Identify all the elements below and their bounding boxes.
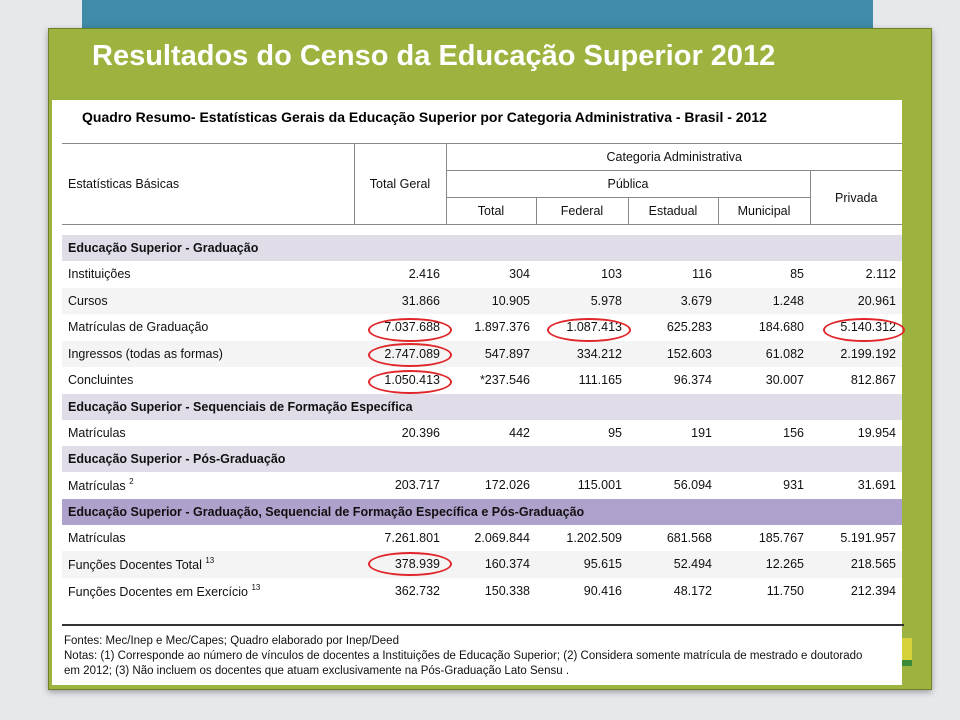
table-cell: 1.202.509 (566, 530, 622, 545)
table-cell: 85 (790, 267, 804, 282)
table-cell: 218.565 (810, 551, 902, 578)
table-notes (64, 634, 904, 679)
table-cell: 172.026 (484, 478, 530, 493)
table-row (62, 288, 902, 315)
highlight-circle (368, 552, 452, 576)
table-cell: 48.172 (673, 583, 712, 598)
table-cell: 334.212 (536, 341, 628, 368)
table-title: Quadro Resumo- Estatísticas Gerais da Educação Superior por Categoria Administrativa - Brasil - 2012 (82, 109, 767, 125)
header-sub-total: Total (446, 198, 536, 225)
table-cell: 10.905 (446, 288, 536, 315)
table-cell: 20.961 (810, 288, 902, 315)
highlight-circle (547, 318, 631, 342)
table-row (62, 314, 902, 341)
table-cell: 184.680 (758, 320, 804, 335)
table-cell: 31.866 (354, 288, 446, 315)
notes-line-3: em 2012; (3) Não incluem os docentes que atuam exclusivamente na Pós-Graduação Lato Sensu . (64, 665, 570, 677)
row-label-text: Matrículas (68, 530, 126, 545)
table-cell: 2.747.089 (354, 341, 446, 368)
table-cell: 378.939 (354, 551, 446, 578)
table-row (62, 525, 902, 552)
row-label (62, 314, 354, 341)
table-row (62, 472, 902, 499)
table-cell: 7.261.801 (384, 530, 440, 545)
notes-line-2: Notas: (1) Corresponde ao número de vínculos de docentes a Instituições de Educação Superior; (2) Considera somente matrícula de mestrado e doutorado (64, 650, 863, 662)
row-label (62, 525, 354, 552)
row-label (62, 420, 354, 447)
header-sub-municipal: Municipal (718, 198, 810, 225)
row-label-text: Concluintes (68, 373, 134, 388)
table-cell: 1.087.413 (566, 320, 622, 335)
table-cell: 160.374 (446, 551, 536, 578)
header-sub-federal: Federal (536, 198, 628, 225)
row-label-text: Matrículas de Graduação (68, 320, 209, 335)
notes-divider (62, 624, 904, 626)
table-cell: 304 (509, 267, 530, 282)
table-cell: 362.732 (394, 583, 440, 598)
table-cell: 52.494 (628, 551, 718, 578)
table-cell: 19.954 (857, 425, 896, 440)
header-total-geral: Total Geral (354, 144, 446, 225)
row-label-text: Funções Docentes Total (68, 558, 202, 573)
row-label (62, 367, 354, 394)
row-label-text: Cursos (68, 293, 108, 308)
footnote-ref: 2 (129, 477, 134, 487)
section-title: Educação Superior - Pós-Graduação (62, 446, 902, 472)
table-cell: 625.283 (666, 320, 712, 335)
table-cell: 5.978 (536, 288, 628, 315)
table-cell: 1.248 (718, 288, 810, 315)
table-cell: 61.082 (718, 341, 810, 368)
table-cell: 203.717 (394, 478, 440, 493)
table-cell: 7.037.688 (384, 320, 440, 335)
table-cell: 5.140.312 (840, 320, 896, 335)
row-label (62, 551, 354, 578)
slide-title: Resultados do Censo da Educação Superior 2012 (92, 40, 776, 72)
table-cell: 30.007 (765, 373, 804, 388)
table-cell: 185.767 (758, 530, 804, 545)
section-header (62, 499, 902, 525)
row-label-text: Matrículas (68, 479, 126, 494)
table-cell: 156 (783, 425, 804, 440)
section-header (62, 446, 902, 472)
highlight-circle (368, 370, 452, 394)
header-category: Categoria Administrativa (446, 144, 902, 171)
table-cell: 11.750 (766, 583, 804, 598)
table-cell: 95 (608, 425, 622, 440)
row-label-text: Funções Docentes em Exercício (68, 584, 248, 599)
table-row (62, 367, 902, 394)
table-cell: 442 (509, 425, 530, 440)
notes-sources: Fontes: Mec/Inep e Mec/Capes; Quadro elaborado por Inep/Deed (64, 635, 399, 647)
table-cell: 2.199.192 (810, 341, 902, 368)
section-title: Educação Superior - Graduação (62, 235, 902, 261)
section-title: Educação Superior - Sequenciais de Formação Específica (62, 394, 902, 420)
table-cell: 116 (692, 267, 712, 282)
table-cell: 812.867 (850, 373, 896, 388)
table-cell: 5.191.957 (840, 530, 896, 545)
highlight-circle (368, 343, 452, 367)
table-row (62, 420, 902, 447)
table-row (62, 261, 902, 288)
table-cell: 1.050.413 (384, 373, 440, 388)
table-cell: 681.568 (666, 530, 712, 545)
row-label (62, 472, 354, 499)
table-cell: *237.546 (479, 373, 530, 388)
table-cell: 2.069.844 (474, 530, 530, 545)
table-cell: 111.165 (578, 373, 622, 388)
table-cell: 150.338 (484, 583, 530, 598)
row-label (62, 261, 354, 288)
table-cell: 212.394 (850, 583, 896, 598)
table-cell: 103 (601, 267, 622, 282)
highlight-circle (368, 318, 452, 342)
table-cell: 90.416 (583, 583, 622, 598)
highlight-circle (823, 318, 905, 342)
section-header (62, 394, 902, 420)
table-cell: 931 (783, 478, 804, 493)
header-row-label: Estatísticas Básicas (62, 144, 354, 225)
statistics-table (62, 143, 902, 604)
footnote-ref: 13 (205, 556, 215, 566)
table-cell: 3.679 (628, 288, 718, 315)
table-cell: 95.615 (536, 551, 628, 578)
header-sub-estadual: Estadual (628, 198, 718, 225)
row-label (62, 341, 354, 368)
section-header (62, 235, 902, 261)
top-band (82, 0, 873, 28)
table-cell: 31.691 (857, 478, 896, 493)
footnote-ref: 13 (251, 582, 261, 592)
row-label-text: Ingressos (todas as formas) (68, 346, 223, 361)
row-label-text: Instituições (68, 267, 131, 282)
table-cell: 2.112 (865, 267, 896, 282)
table-cell: 191 (691, 425, 712, 440)
header-privada: Privada (810, 171, 902, 225)
table-cell: 547.897 (446, 341, 536, 368)
table-row (62, 341, 902, 368)
row-label (62, 578, 354, 605)
row-label-text: Matrículas (68, 425, 126, 440)
row-label (62, 288, 354, 315)
table-cell: 2.416 (408, 267, 440, 282)
table-row (62, 578, 902, 605)
table-cell: 115.001 (577, 478, 622, 493)
table-cell: 12.265 (718, 551, 810, 578)
section-title: Educação Superior - Graduação, Sequencial de Formação Específica e Pós-Graduação (62, 499, 902, 525)
table-row (62, 551, 902, 578)
table-cell: 96.374 (673, 373, 712, 388)
table-cell: 56.094 (673, 478, 712, 493)
table-cell: 1.897.376 (474, 320, 530, 335)
table-cell: 152.603 (628, 341, 718, 368)
table-cell: 20.396 (401, 425, 440, 440)
header-publica: Pública (446, 171, 810, 198)
